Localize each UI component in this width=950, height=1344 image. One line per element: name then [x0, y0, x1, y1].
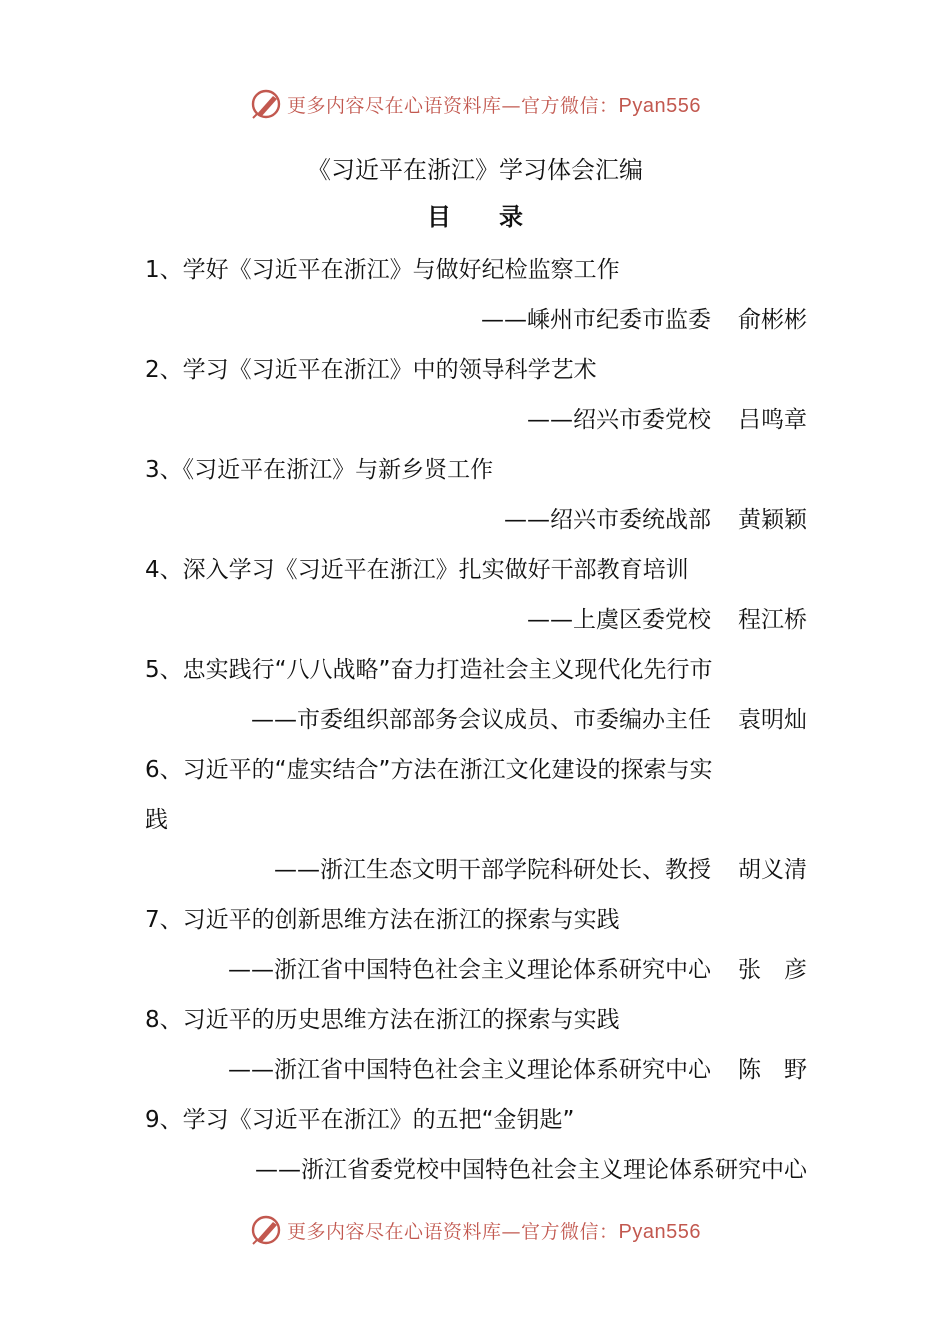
pen-logo-icon	[249, 87, 283, 121]
author-name: 黄颖颖	[738, 507, 807, 533]
toc-item-title: 6、习近平的“虚实结合”方法在浙江文化建设的探索与实	[145, 757, 713, 783]
toc-heading: 目录	[427, 202, 571, 231]
toc-item-title-continued: 践	[145, 807, 168, 833]
author-org: ——浙江生态文明干部学院科研处长、教授	[274, 857, 711, 883]
toc-item-title: 7、习近平的创新思维方法在浙江的探索与实践	[145, 907, 620, 933]
author-name: 张 彦	[738, 957, 807, 983]
toc-item-title: 4、深入学习《习近平在浙江》扎实做好干部教育培训	[145, 557, 689, 583]
toc-item-author	[145, 500, 807, 550]
watermark-banner-top	[0, 84, 950, 124]
author-name: 陈 野	[738, 1057, 807, 1083]
toc-item-author	[145, 600, 807, 650]
toc-item-author	[145, 950, 807, 1000]
toc-item-author	[145, 300, 807, 350]
toc-item-title: 1、学好《习近平在浙江》与做好纪检监察工作	[145, 257, 620, 283]
toc-item-title: 3、《习近平在浙江》与新乡贤工作	[145, 457, 494, 483]
author-org: ——浙江省委党校中国特色社会主义理论体系研究中心	[255, 1157, 807, 1183]
author-name: 胡义清	[738, 857, 807, 883]
author-name: 程江桥	[738, 607, 807, 633]
author-org: ——绍兴市委统战部	[504, 507, 711, 533]
author-name: 吕鸣章	[738, 407, 807, 433]
author-org: ——绍兴市委党校	[527, 407, 711, 433]
wechat-id: Pyan556	[618, 1220, 701, 1243]
author-org: ——浙江省中国特色社会主义理论体系研究中心	[228, 1057, 711, 1083]
toc-item-author	[145, 1150, 807, 1200]
wechat-id: Pyan556	[618, 94, 701, 117]
toc-item-author	[145, 850, 807, 900]
toc-item-title: 5、忠实践行“八八战略”奋力打造社会主义现代化先行市	[145, 657, 713, 683]
watermark-text: 更多内容尽在心语资料库—官方微信：Pyan556	[287, 94, 701, 117]
author-org: ——嵊州市纪委市监委	[481, 307, 711, 333]
toc-item-author	[145, 700, 807, 750]
watermark-text: 更多内容尽在心语资料库—官方微信：Pyan556	[287, 1220, 701, 1243]
author-org: ——市委组织部部务会议成员、市委编办主任	[251, 707, 711, 733]
author-name: 俞彬彬	[738, 307, 807, 333]
toc-item-author	[145, 1050, 807, 1100]
author-name: 袁明灿	[738, 707, 807, 733]
toc-item-title: 2、学习《习近平在浙江》中的领导科学艺术	[145, 357, 597, 383]
author-org: ——浙江省中国特色社会主义理论体系研究中心	[228, 957, 711, 983]
author-org: ——上虞区委党校	[527, 607, 711, 633]
toc-item-author	[145, 400, 807, 450]
document-title: 《习近平在浙江》学习体会汇编	[307, 156, 643, 184]
table-of-contents	[145, 250, 807, 1200]
toc-item-title: 8、习近平的历史思维方法在浙江的探索与实践	[145, 1007, 620, 1033]
watermark-banner-bottom	[0, 1210, 950, 1250]
pen-logo-icon	[249, 1213, 283, 1247]
toc-item-title: 9、学习《习近平在浙江》的五把“金钥匙”	[145, 1107, 575, 1133]
